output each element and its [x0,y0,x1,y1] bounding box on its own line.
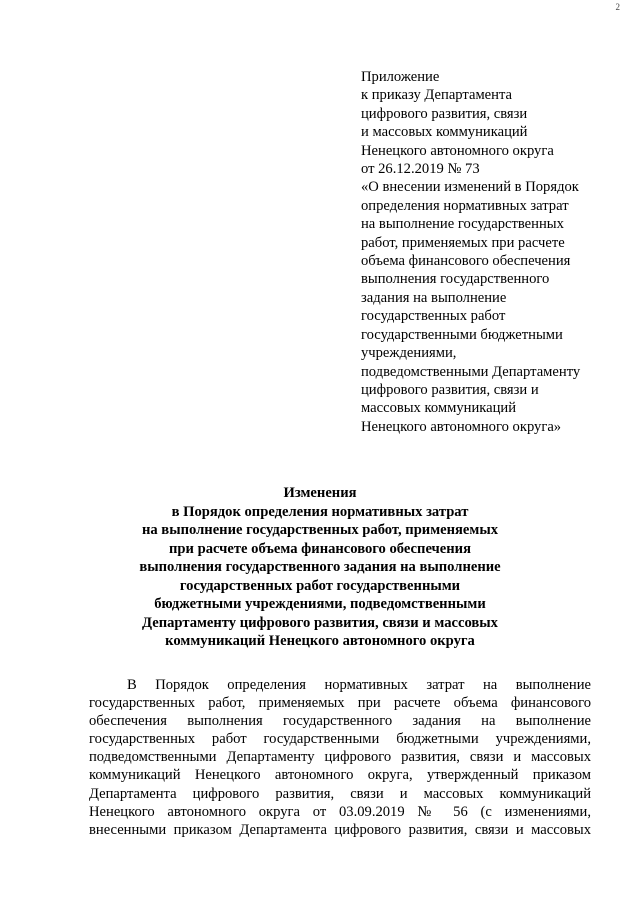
title-line: при расчете объема финансового обеспечения [169,540,471,557]
appendix-line: государственными бюджетными [361,326,563,343]
page-corner-mark: 2 [615,2,620,12]
appendix-line: к приказу Департамента [361,87,512,104]
title-line: в Порядок определения нормативных затрат [171,503,469,520]
appendix-line: подведомственными Департаменту [361,363,581,380]
body-line: государственных работ государственными бюджетными учреждениями, [89,731,591,748]
appendix-line: задания на выполнение [361,289,507,306]
appendix-line: «О внесении изменений в Порядок [361,179,579,196]
body-line: Департамента цифрового развития, связи и массовых коммуникаций [89,785,591,802]
body-line: коммуникаций Ненецкого автономного округа, утвержденный приказом [89,767,591,784]
appendix-line: государственных работ [361,308,506,325]
body-line: внесенными приказом Департамента цифрового развития, связи и массовых [89,821,591,838]
body-paragraph [89,676,591,839]
title-line: выполнения государственного задания на выполнение [139,559,501,575]
appendix-line: определения нормативных затрат [361,197,569,214]
body-line: подведомственными Департаменту цифрового развития, связи и массовых [89,749,591,766]
appendix-line: цифрового развития, связи и [361,381,539,398]
document-title [70,484,570,651]
appendix-line: работ, применяемых при расчете [361,234,565,251]
title-line: государственных работ государственными [179,577,461,594]
appendix-line: Ненецкого автономного округа» [361,418,562,435]
appendix-line: от 26.12.2019 № 73 [361,161,480,178]
appendix-line: на выполнение государственных [361,216,564,233]
title-line: Изменения [283,485,357,501]
appendix-line: Приложение [361,69,440,85]
appendix-line: объема финансового обеспечения [361,253,571,270]
body-line: Ненецкого автономного округа от 03.09.2019 № 56 (с изменениями, [89,803,591,820]
appendix-line: массовых коммуникаций [361,400,517,417]
title-line: на выполнение государственных работ, применяемых [141,522,499,538]
title-line: бюджетными учреждениями, подведомственными [154,596,486,612]
appendix-header [361,68,623,436]
appendix-line: выполнения государственного [361,271,550,288]
appendix-line: учреждениями, [361,345,457,362]
title-line: коммуникаций Ненецкого автономного округа [165,633,475,649]
appendix-line: Ненецкого автономного округа [361,142,554,159]
appendix-line: цифрового развития, связи [361,105,528,122]
title-line: Департаменту цифрового развития, связи и массовых [142,614,498,631]
appendix-line: и массовых коммуникаций [361,124,528,141]
body-line: В Порядок определения нормативных затрат на выполнение [127,677,591,693]
body-line: обеспечения выполнения государственного задания на выполнение [89,713,591,730]
body-line: государственных работ, применяемых при расчете объема финансового [89,695,591,712]
